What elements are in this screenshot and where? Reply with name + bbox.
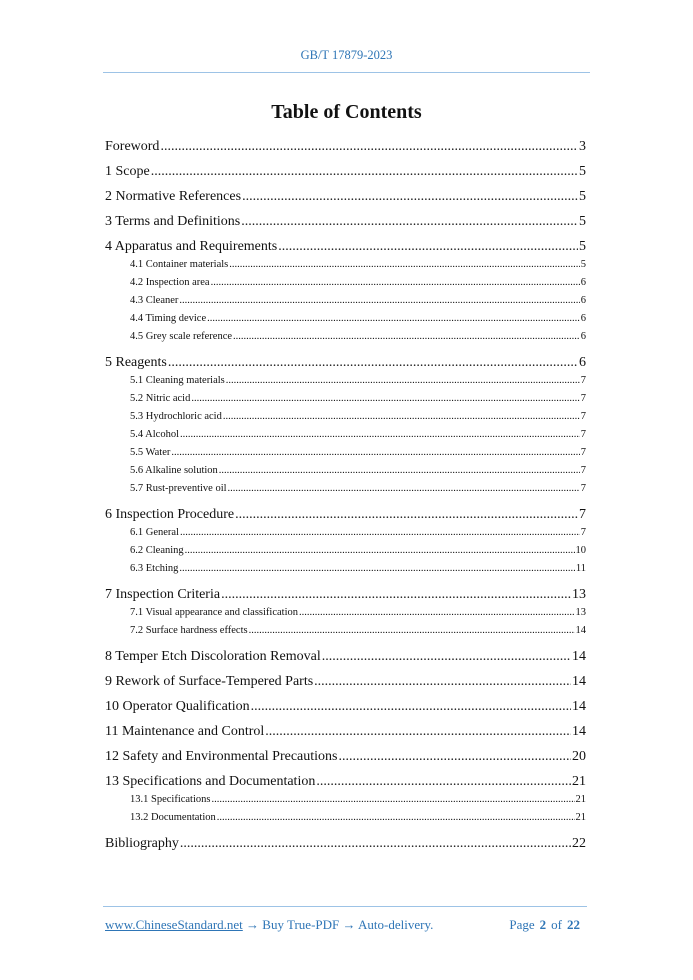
dot-leader — [322, 649, 571, 665]
toc-subentry[interactable] — [130, 447, 586, 458]
header-divider — [103, 72, 590, 73]
toc-entry-page: 5 — [579, 164, 586, 179]
toc-entry-label: 5 Reagents — [105, 355, 167, 370]
toc-entry-label: 10 Operator Qualification — [105, 699, 250, 714]
toc-entry-page: 14 — [572, 699, 586, 714]
toc-entry-label: 6 Inspection Procedure — [105, 507, 235, 522]
toc-entry-page: 7 — [580, 393, 586, 404]
dot-leader — [228, 483, 580, 494]
dot-leader — [249, 625, 575, 636]
toc-entry-label: 2 Normative References — [105, 189, 242, 204]
dot-leader — [160, 139, 578, 155]
dot-leader — [191, 393, 579, 404]
toc-entry-label: 4.2 Inspection area — [130, 277, 210, 288]
dot-leader — [180, 527, 580, 538]
toc-entry-label: 7.2 Surface hardness effects — [130, 625, 248, 636]
dot-leader — [211, 277, 580, 288]
toc-subentry[interactable] — [130, 393, 586, 404]
toc-entry-page: 6 — [580, 331, 586, 342]
toc-entry[interactable] — [105, 164, 586, 180]
website-link[interactable]: www.ChineseStandard.net — [105, 917, 243, 932]
toc-entry-label: 5.7 Rust-preventive oil — [130, 483, 227, 494]
toc-entry[interactable] — [105, 239, 586, 255]
toc-entry-label: 4.3 Cleaner — [130, 295, 179, 306]
dot-leader — [316, 774, 571, 790]
toc-entry-page: 21 — [572, 774, 586, 789]
dot-leader — [229, 259, 579, 270]
toc-entry-page: 5 — [579, 189, 586, 204]
toc-entry-page: 13 — [572, 587, 586, 602]
toc-subentry[interactable] — [130, 527, 586, 538]
toc-subentry[interactable] — [130, 411, 586, 422]
toc-entry-label: 12 Safety and Environmental Precautions — [105, 749, 338, 764]
toc-entry-page: 5 — [580, 259, 586, 270]
toc-entry-page: 14 — [572, 649, 586, 664]
toc-entry[interactable] — [105, 674, 586, 690]
toc-subentry[interactable] — [130, 375, 586, 386]
dot-leader — [265, 724, 571, 740]
toc-entry[interactable] — [105, 189, 586, 205]
toc-entry-label: 4.1 Container materials — [130, 259, 229, 270]
toc-entry-page: 7 — [579, 507, 586, 522]
toc-entry-label: 6.2 Cleaning — [130, 545, 184, 556]
toc-entry[interactable] — [105, 355, 586, 371]
document-id-header: GB/T 17879-2023 — [300, 48, 393, 62]
toc-entry-page: 5 — [579, 239, 586, 254]
page-of: of — [551, 917, 562, 932]
toc-subentry[interactable] — [130, 483, 586, 494]
toc-entry-page: 6 — [579, 355, 586, 370]
toc-entry[interactable] — [105, 699, 586, 715]
toc-subentry[interactable] — [130, 331, 586, 342]
dot-leader — [314, 674, 571, 690]
dot-leader — [226, 375, 580, 386]
toc-entry-label: 4.4 Timing device — [130, 313, 207, 324]
toc-entry-page: 7 — [580, 447, 586, 458]
footer-left — [105, 917, 433, 933]
toc-subentry[interactable] — [130, 429, 586, 440]
toc-entry-page: 10 — [575, 545, 586, 556]
dot-leader — [299, 607, 575, 618]
toc-entry-page: 6 — [580, 295, 586, 306]
toc-entry-page: 21 — [575, 812, 586, 823]
page-total: 22 — [567, 917, 580, 932]
toc-entry[interactable] — [105, 774, 586, 790]
toc-subentry[interactable] — [130, 563, 586, 574]
toc-entry-label: 13.1 Specifications — [130, 794, 211, 805]
dot-leader — [339, 749, 572, 765]
dot-leader — [168, 355, 578, 371]
toc-entry-page: 5 — [579, 214, 586, 229]
dot-leader — [207, 313, 580, 324]
page-current: 2 — [539, 917, 547, 932]
toc-entry-label: 5.2 Nitric acid — [130, 393, 191, 404]
toc-entry-label: 4.5 Grey scale reference — [130, 331, 233, 342]
toc-entry-page: 20 — [572, 749, 586, 764]
toc-entry-label: 5.5 Water — [130, 447, 171, 458]
toc-subentry[interactable] — [130, 812, 586, 823]
toc-entry-label: 5.4 Alcohol — [130, 429, 179, 440]
toc-entry-page: 7 — [580, 465, 586, 476]
dot-leader — [242, 189, 578, 205]
toc-entry-label: 5.6 Alkaline solution — [130, 465, 218, 476]
toc-entry-page: 14 — [572, 724, 586, 739]
toc-subentry[interactable] — [130, 465, 586, 476]
toc-entry-page: 7 — [580, 375, 586, 386]
dot-leader — [180, 836, 571, 852]
dot-leader — [223, 411, 580, 422]
toc-subentry[interactable] — [130, 625, 586, 636]
dot-leader — [251, 699, 571, 715]
toc-entry-label: 7.1 Visual appearance and classification — [130, 607, 298, 618]
toc-entry-page: 13 — [575, 607, 586, 618]
dot-leader — [185, 545, 575, 556]
toc-entry-page: 21 — [575, 794, 586, 805]
toc-subentry[interactable] — [130, 313, 586, 324]
toc-subentry[interactable] — [130, 794, 586, 805]
toc-entry-label: 8 Temper Etch Discoloration Removal — [105, 649, 321, 664]
toc-entry-page: 7 — [580, 527, 586, 538]
toc-entry[interactable] — [105, 214, 586, 230]
dot-leader — [211, 794, 574, 805]
toc-entry-label: 3 Terms and Definitions — [105, 214, 241, 229]
toc-entry-label: 13.2 Documentation — [130, 812, 216, 823]
toc-entry-page: 11 — [575, 563, 586, 574]
footer — [105, 917, 585, 933]
dot-leader — [151, 164, 578, 180]
toc-entry[interactable] — [105, 507, 586, 523]
page-prefix: Page — [509, 917, 535, 932]
toc-entry[interactable] — [105, 749, 586, 765]
dot-leader — [179, 295, 579, 306]
toc-entry-page: 22 — [572, 836, 586, 851]
toc-entry-page: 7 — [580, 429, 586, 440]
toc-entry-page: 14 — [572, 674, 586, 689]
toc-entry-label: 6.3 Etching — [130, 563, 179, 574]
dot-leader — [221, 587, 571, 603]
toc-entry-label: Foreword — [105, 139, 160, 154]
page-title: Table of Contents — [271, 101, 422, 123]
toc-entry-page: 6 — [580, 277, 586, 288]
toc-entry-page: 3 — [579, 139, 586, 154]
toc-entry-label: 1 Scope — [105, 164, 150, 179]
toc-subentry[interactable] — [130, 545, 586, 556]
toc-subentry[interactable] — [130, 607, 586, 618]
toc-entry-page: 6 — [580, 313, 586, 324]
toc-entry-page: 7 — [580, 483, 586, 494]
dot-leader — [180, 429, 580, 440]
toc-entry[interactable] — [105, 139, 586, 155]
dot-leader — [179, 563, 574, 574]
dot-leader — [241, 214, 578, 230]
toc-entry-page: 14 — [575, 625, 586, 636]
toc-entry[interactable] — [105, 587, 586, 603]
toc-entry-label: 5.1 Cleaning materials — [130, 375, 225, 386]
dot-leader — [235, 507, 578, 523]
toc-entry-page: 7 — [580, 411, 586, 422]
toc-entry[interactable] — [105, 836, 586, 852]
toc-entry[interactable] — [105, 649, 586, 665]
toc-entry-label: 13 Specifications and Documentation — [105, 774, 316, 789]
toc-entry-label: 6.1 General — [130, 527, 179, 538]
page-indicator — [509, 917, 585, 933]
footer-divider — [103, 906, 587, 907]
dot-leader — [171, 447, 579, 458]
toc-entry-label: 4 Apparatus and Requirements — [105, 239, 278, 254]
dot-leader — [233, 331, 580, 342]
dot-leader — [278, 239, 578, 255]
toc-entry-label: Bibliography — [105, 836, 179, 851]
dot-leader — [217, 812, 575, 823]
toc-subentry[interactable] — [130, 259, 586, 270]
toc-entry-label: 11 Maintenance and Control — [105, 724, 265, 739]
footer-tagline: → Buy True-PDF → Auto-delivery. — [242, 917, 434, 932]
toc-entry-label: 5.3 Hydrochloric acid — [130, 411, 222, 422]
toc-entry[interactable] — [105, 724, 586, 740]
toc-entry-label: 9 Rework of Surface-Tempered Parts — [105, 674, 314, 689]
toc-subentry[interactable] — [130, 295, 586, 306]
dot-leader — [219, 465, 580, 476]
toc-subentry[interactable] — [130, 277, 586, 288]
toc-entry-label: 7 Inspection Criteria — [105, 587, 221, 602]
